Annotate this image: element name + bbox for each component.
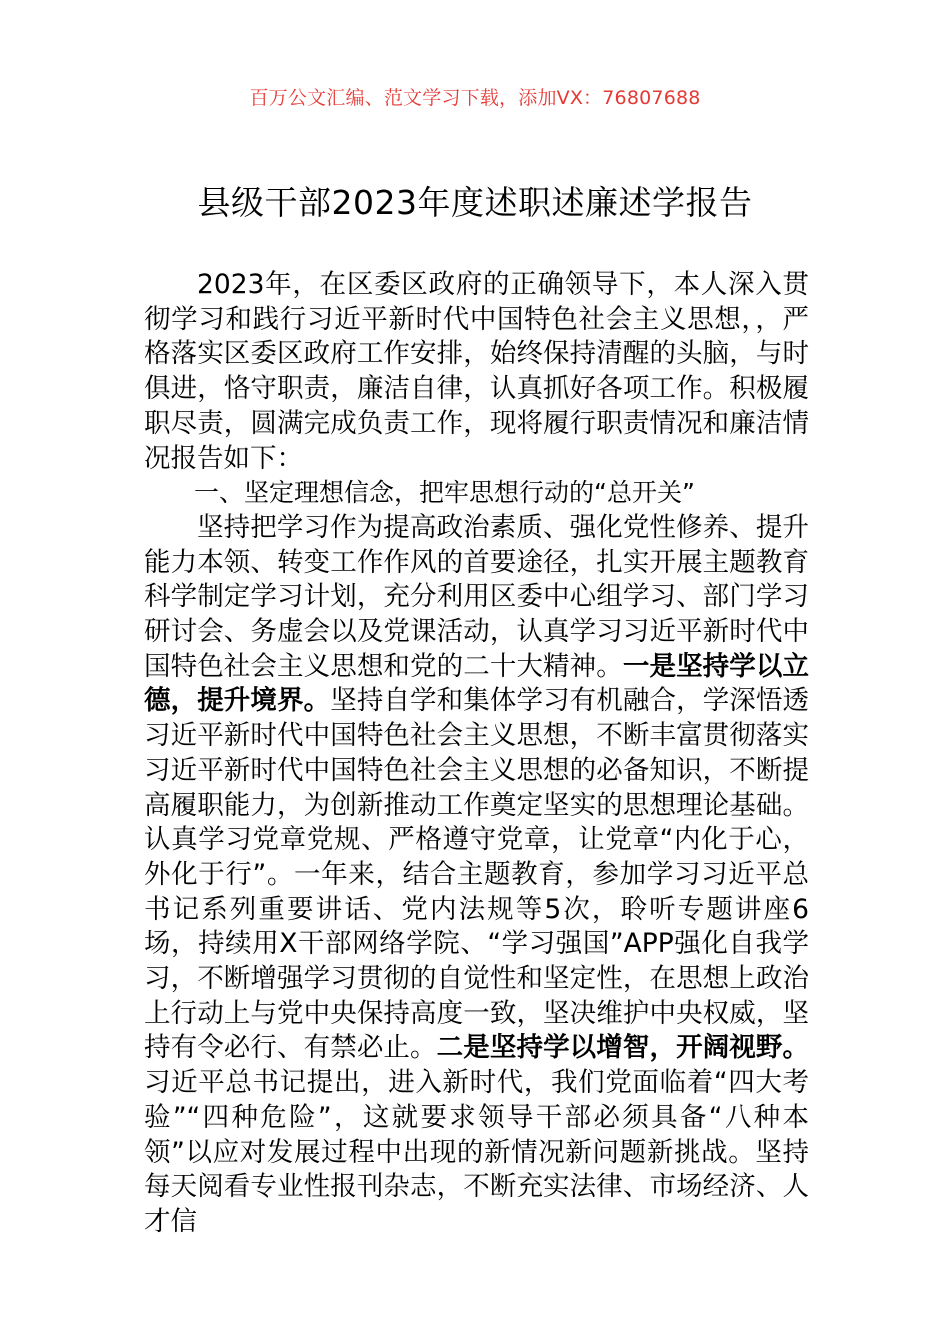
section-paragraph — [144, 511, 809, 1240]
watermark-text: 百万公文汇编、范文学习下载，添加VX：76807688 — [249, 87, 701, 109]
document-body — [144, 268, 809, 1240]
bold-point-2: 二是坚持学以增智，开阔视野。 — [436, 1032, 810, 1064]
document-title: 县级干部2023年度述职述廉述学报告 — [197, 183, 753, 222]
paragraph-text: 习近平总书记提出，进入新时代，我们党面临着“四大考验”“四种危险”，这就要求领导干部必须具备“八种本领”以应对发展过程中出现的新情况新问题新挑战。坚持每天阅看专业性报刊杂志，不断充实法律、市场经济、人才信 — [144, 1067, 809, 1237]
bold-point-1: 一是坚持学以立德，提升境界。 — [144, 650, 810, 717]
paragraph-text: 坚持把学习作为提高政治素质、强化党性修养、提升能力本领、转变工作作风的首要途径，扎实开展主题教育科学制定学习计划，充分利用区委中心组学习、部门学习研讨会、务虚会以及党课活动，认真学习习近平新时代中国特色社会主义思想和党的二十大精神。 — [144, 511, 809, 682]
paragraph-text: 坚持自学和集体学习有机融合，学深悟透习近平新时代中国特色社会主义思想，不断丰富贯彻落实习近平新时代中国特色社会主义思想的必备知识，不断提高履职能力，为创新推动工作奠定坚实的思想理论基础。认真学习党章党规、严格遵守党章，让党章“内化于心，外化于行”。一年来，结合主题教育，参加学习习近平总书记系列重要讲话、党内法规等5次，聆听专题讲座6场，持续用X干部网络学院、“学习强国”APP强化自我学习，不断增强学习贯彻的自觉性和坚定性，在思想上政治上行动上与党中央保持高度一致，坚决维护中央权威，坚持有令必行、有禁必止。 — [144, 685, 810, 1064]
intro-paragraph: 2023年，在区委区政府的正确领导下，本人深入贯彻学习和践行习近平新时代中国特色社会主义思想，，严格落实区委区政府工作安排，始终保持清醒的头脑，与时俱进，恪守职责，廉洁自律，认真抓好各项工作。积极履职尽责，圆满完成负责工作，现将履行职责情况和廉洁情况报告如下： — [144, 269, 809, 474]
section-heading: 一、坚定理想信念，把牢思想行动的“总开关” — [194, 478, 695, 508]
